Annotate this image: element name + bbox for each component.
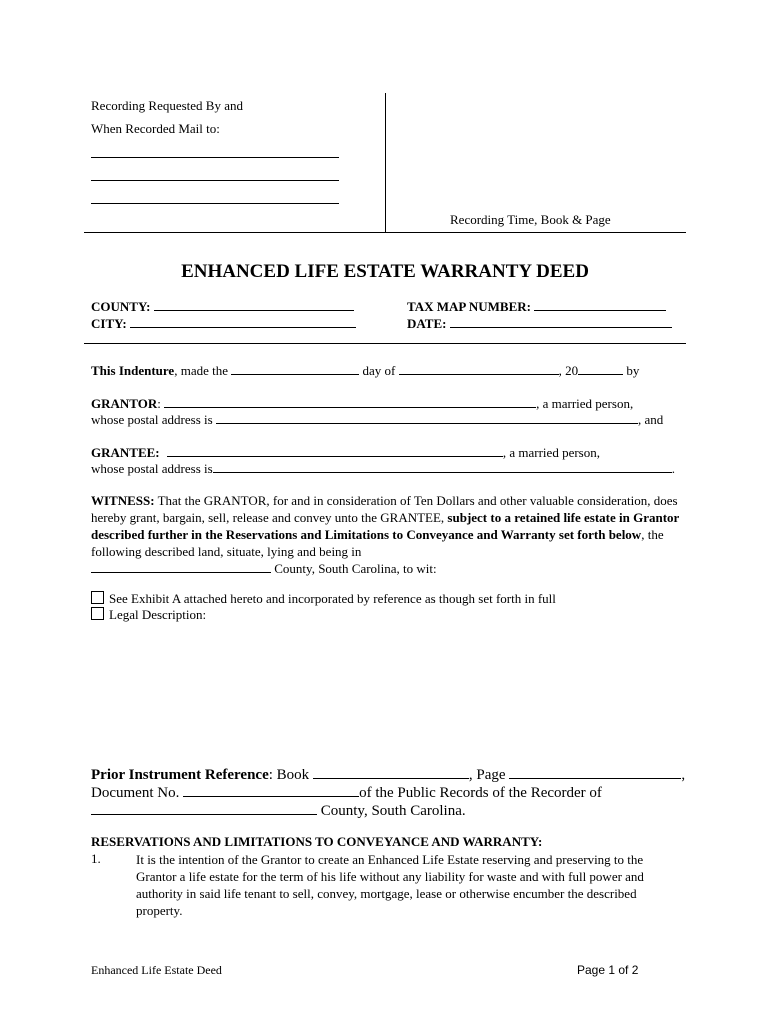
mail-to-line-1[interactable] (91, 157, 339, 158)
grantor-line (91, 395, 633, 412)
grantee-address-input[interactable] (213, 460, 672, 473)
grantee-end-text: . (671, 461, 675, 476)
exhibit-option[interactable] (91, 591, 556, 607)
city-label: CITY: (91, 316, 127, 331)
made-the-text: , made the (174, 363, 229, 378)
reservation-item-number: 1. (91, 851, 101, 866)
indenture-year-input[interactable] (578, 362, 623, 375)
indenture-line (91, 362, 639, 379)
grantor-address-label: whose postal address is (91, 412, 213, 427)
document-no-input[interactable] (183, 783, 359, 797)
county-field (91, 298, 354, 315)
exhibit-checkbox[interactable] (91, 591, 104, 604)
witness-county-suffix: County, South Carolina, to wit: (271, 561, 437, 576)
exhibit-label: See Exhibit A attached hereto and incorporated by reference as though set forth in full (109, 591, 556, 606)
witness-county-input[interactable] (91, 560, 271, 573)
recorder-county-input[interactable] (91, 801, 317, 815)
witness-text-1: That the GRANTOR, for and in consideration of Ten Dollars and other valuable consideration, does hereby grant, bargain, sell, release and convey unto the GRANTEE, (91, 493, 678, 525)
prior-reference-label: Prior Instrument Reference (91, 767, 269, 783)
by-text: by (626, 363, 640, 378)
grantor-label: GRANTOR (91, 396, 158, 411)
prior-book-text: : Book (268, 767, 310, 783)
mail-to-line-2[interactable] (91, 180, 339, 181)
year-prefix-text: , 20 (558, 363, 579, 378)
fields-divider (84, 343, 686, 344)
grantee-label: GRANTEE: (91, 445, 160, 460)
witness-label: WITNESS: (91, 493, 155, 508)
grantee-married-text: , a married person, (502, 445, 600, 460)
legal-description-checkbox[interactable] (91, 607, 104, 620)
indenture-month-input[interactable] (399, 362, 559, 375)
footer-page-number: Page 1 of 2 (577, 963, 639, 977)
header-vertical-divider (385, 93, 386, 232)
mail-to-line-3[interactable] (91, 203, 339, 204)
tax-map-field (407, 298, 666, 315)
date-field (407, 315, 672, 332)
recorder-county-line (91, 801, 466, 820)
grantor-name-input[interactable] (164, 395, 536, 408)
prior-page-input[interactable] (509, 765, 681, 779)
grantee-name-input[interactable] (167, 444, 503, 457)
tax-map-input[interactable] (534, 298, 666, 311)
county-sc-text: County, South Carolina. (317, 803, 466, 819)
county-label: COUNTY: (91, 299, 151, 314)
grantor-address-line (91, 411, 663, 428)
date-label: DATE: (407, 316, 447, 331)
city-input[interactable] (130, 315, 356, 328)
prior-page-text: , Page (468, 767, 506, 783)
header-divider (84, 232, 686, 233)
witness-paragraph (91, 492, 681, 577)
recording-requested-label: Recording Requested By and (91, 98, 243, 113)
day-of-text: day of (362, 363, 396, 378)
grantor-and-text: , and (637, 412, 664, 427)
grantor-married-text: , a married person, (536, 396, 634, 411)
grantee-line (91, 444, 600, 461)
footer-document-name: Enhanced Life Estate Deed (91, 963, 222, 977)
witness-text-2: , the following described land, situate, lying and being in (91, 527, 664, 559)
county-input[interactable] (154, 298, 354, 311)
indenture-label: This Indenture (91, 363, 175, 378)
city-field (91, 315, 356, 332)
grantor-colon: : (157, 396, 161, 411)
prior-comma: , (681, 767, 686, 783)
witness-bold-text: subject to a retained life estate in Grantor described further in the Reservations and Limitations to Conveyance and Warranty set forth below (91, 510, 680, 542)
grantee-address-label: whose postal address is (91, 461, 213, 476)
reservations-heading: RESERVATIONS AND LIMITATIONS TO CONVEYANCE AND WARRANTY: (91, 834, 543, 849)
legal-description-option[interactable] (91, 607, 206, 623)
document-no-label: Document No. (91, 785, 180, 801)
legal-description-label: Legal Description: (109, 607, 207, 622)
prior-book-input[interactable] (313, 765, 469, 779)
grantee-address-line (91, 460, 675, 477)
document-number-line (91, 783, 602, 802)
document-title: ENHANCED LIFE ESTATE WARRANTY DEED (181, 261, 589, 282)
date-input[interactable] (450, 315, 672, 328)
public-records-text: of the Public Records of the Recorder of (359, 785, 602, 801)
when-recorded-label: When Recorded Mail to: (91, 121, 220, 136)
tax-map-label: TAX MAP NUMBER: (407, 299, 531, 314)
grantor-address-input[interactable] (216, 411, 638, 424)
recording-time-label: Recording Time, Book & Page (450, 212, 611, 227)
indenture-day-input[interactable] (231, 362, 359, 375)
prior-reference-line (91, 765, 685, 784)
reservation-item-text: It is the intention of the Grantor to create an Enhanced Life Estate reserving and preserving to the Grantor a life estate for the term of his life without any liability for waste and with full power and authority in said life tenant to sell, convey, mortgage, lease or otherwise encumber the described property. (136, 852, 644, 918)
